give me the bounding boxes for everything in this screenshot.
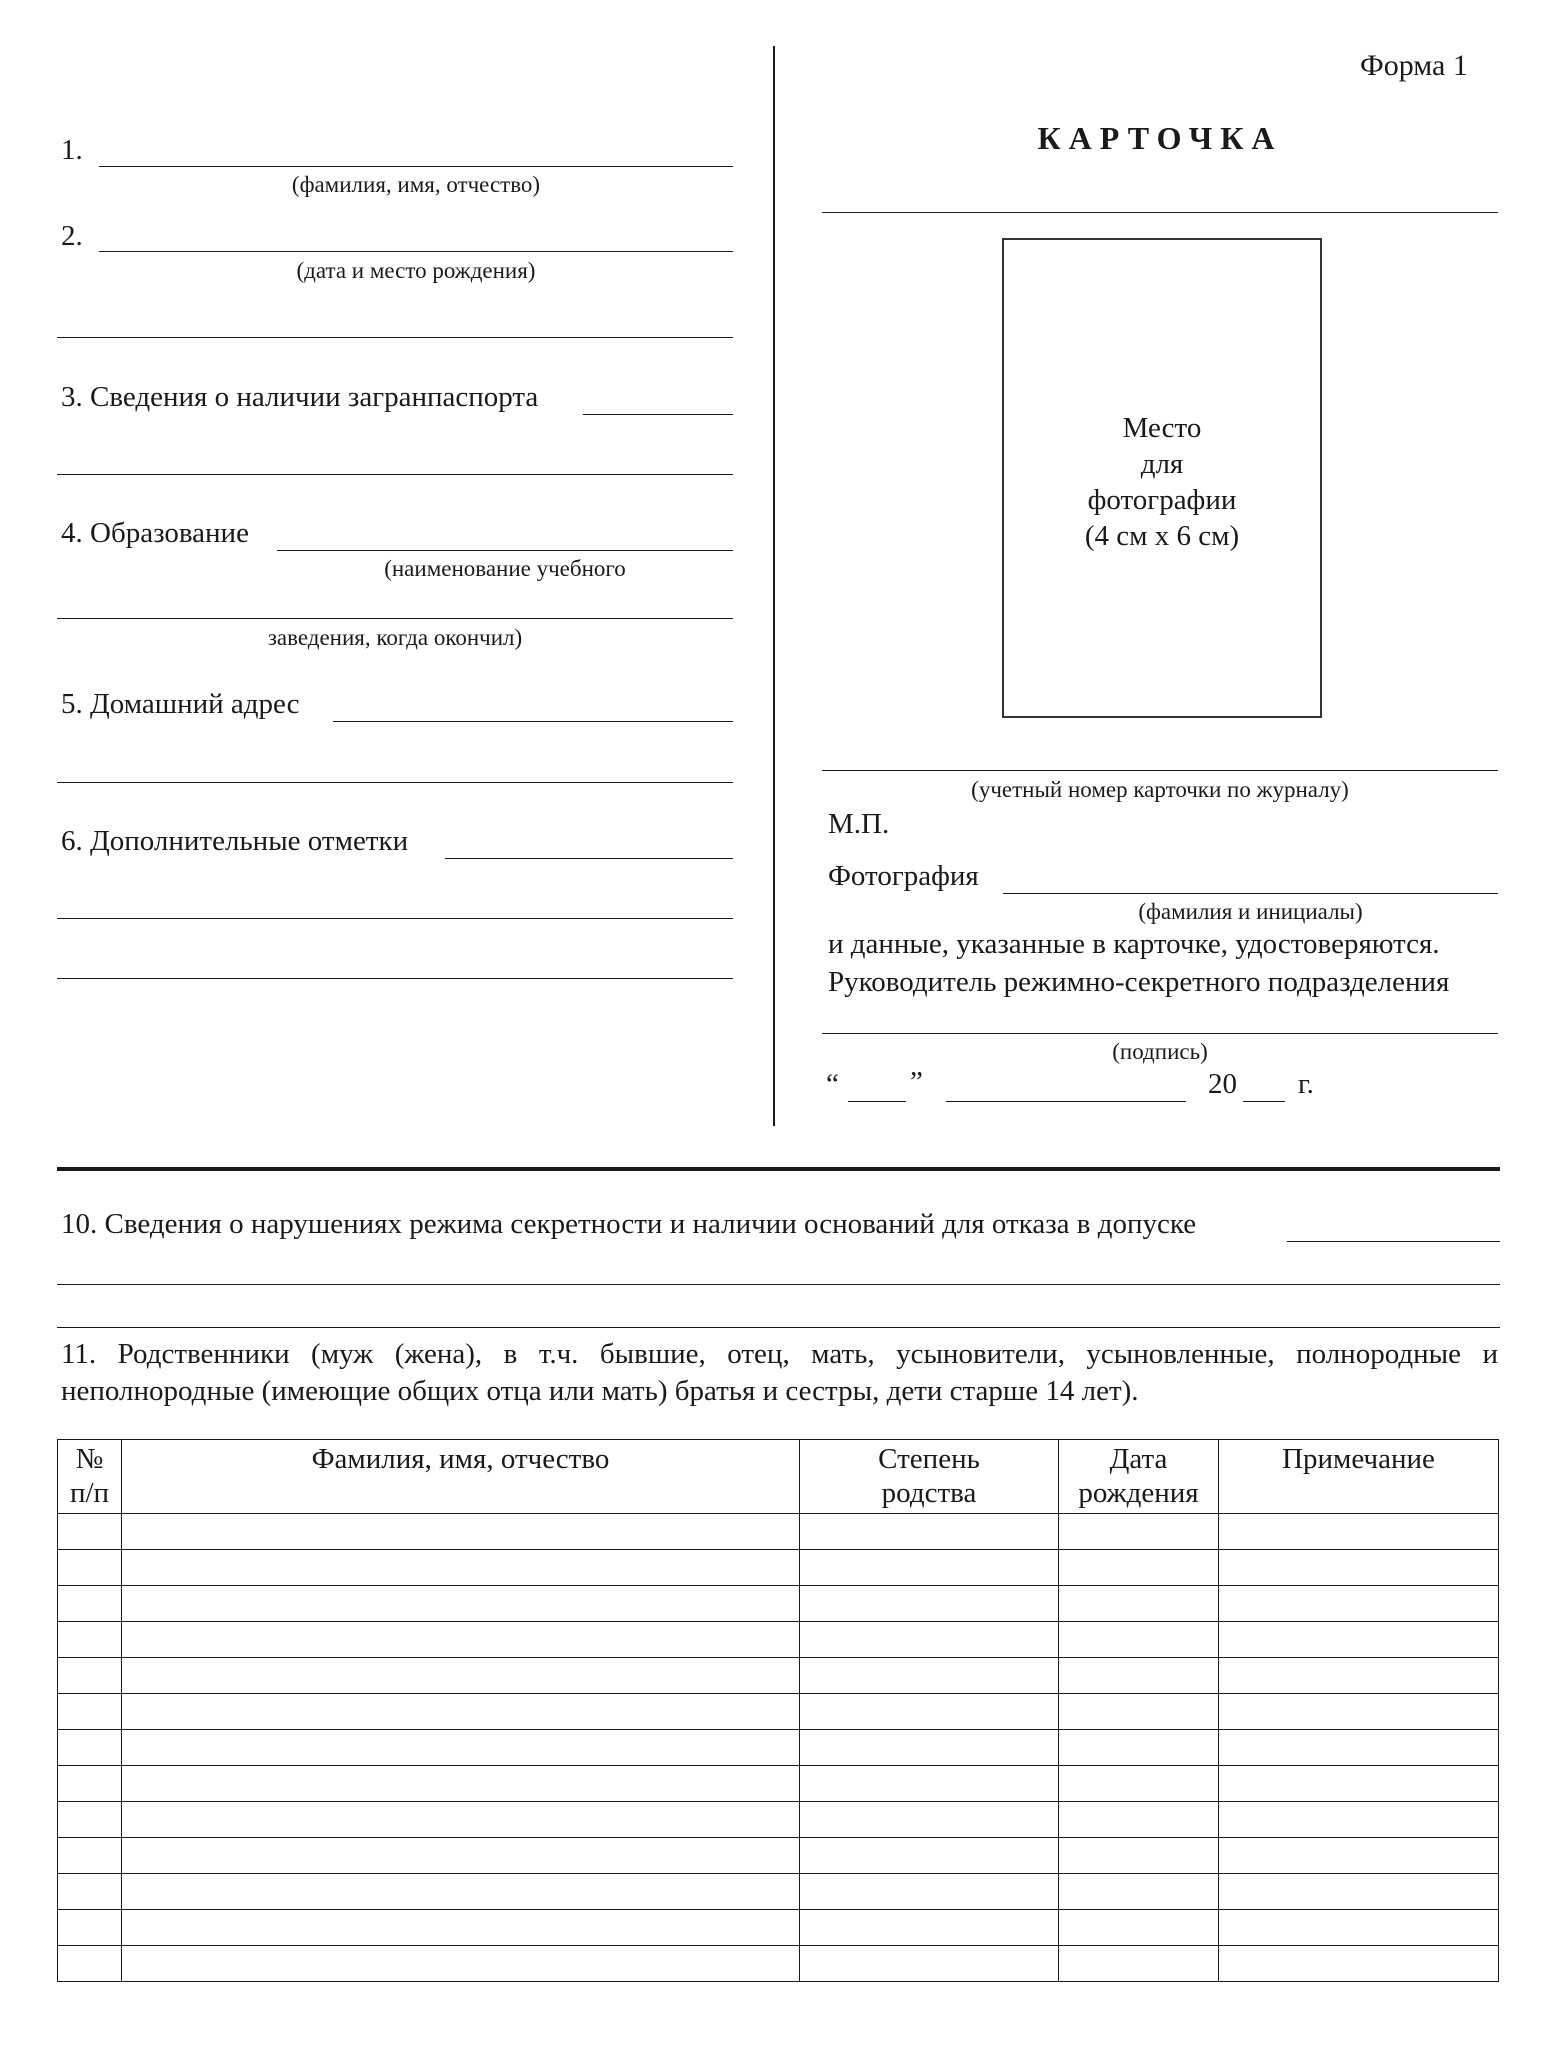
date-year-prefix: 20 — [1208, 1068, 1237, 1100]
cell-full-name[interactable] — [122, 1910, 800, 1946]
cell-full-name[interactable] — [122, 1946, 800, 1982]
cell-note[interactable] — [1219, 1802, 1499, 1838]
head-text: Руководитель режимно-секретного подразделения — [828, 966, 1450, 998]
cell-note[interactable] — [1219, 1514, 1499, 1550]
signature-caption: (подпись) — [1112, 1039, 1208, 1064]
card-number-line[interactable] — [822, 770, 1498, 771]
cell-number[interactable] — [58, 1622, 122, 1658]
table-row — [58, 1514, 1499, 1550]
table-row — [58, 1586, 1499, 1622]
cell-number[interactable] — [58, 1550, 122, 1586]
cell-relationship[interactable] — [800, 1658, 1059, 1694]
field6-label: 6. Дополнительные отметки — [61, 825, 409, 857]
section11-text-1: 11. Родственники (муж (жена), в т.ч. бывшие, отец, мать, усыновители, усыновленные, полнородные и — [61, 1338, 1498, 1370]
cell-number[interactable] — [58, 1910, 122, 1946]
form-label: Форма 1 — [1360, 49, 1468, 82]
cell-birth-date[interactable] — [1059, 1910, 1219, 1946]
field2-extra-line[interactable] — [57, 337, 733, 338]
cell-full-name[interactable] — [122, 1730, 800, 1766]
header-relationship — [800, 1440, 1059, 1514]
cell-note[interactable] — [1219, 1694, 1499, 1730]
cell-full-name[interactable] — [122, 1838, 800, 1874]
table-row — [58, 1802, 1499, 1838]
table-row — [58, 1838, 1499, 1874]
cell-relationship[interactable] — [800, 1874, 1059, 1910]
field5-label: 5. Домашний адрес — [61, 688, 300, 720]
cell-note[interactable] — [1219, 1622, 1499, 1658]
header-note — [1219, 1440, 1499, 1514]
cell-birth-date[interactable] — [1059, 1622, 1219, 1658]
card-title: КАРТОЧКА — [1037, 120, 1283, 156]
cell-full-name[interactable] — [122, 1766, 800, 1802]
section10-inline-line[interactable] — [1287, 1241, 1500, 1242]
date-close-quote: ” — [910, 1066, 923, 1098]
cell-full-name[interactable] — [122, 1694, 800, 1730]
field5-extra-line[interactable] — [57, 782, 733, 783]
cell-note[interactable] — [1219, 1658, 1499, 1694]
field3-extra-line[interactable] — [57, 474, 733, 475]
cell-note[interactable] — [1219, 1586, 1499, 1622]
section10-line-2[interactable] — [57, 1327, 1500, 1328]
date-year-line[interactable] — [1243, 1101, 1285, 1102]
photo-text-1: Место — [1122, 412, 1202, 444]
header-number-line1: № — [75, 1443, 104, 1475]
cell-note[interactable] — [1219, 1946, 1499, 1982]
field6-notes-line[interactable] — [445, 858, 733, 859]
table-row — [58, 1766, 1499, 1802]
table-row — [58, 1946, 1499, 1982]
name-initials-caption: (фамилия и инициалы) — [1138, 899, 1363, 924]
cell-number[interactable] — [58, 1838, 122, 1874]
field6-extra-line-2[interactable] — [57, 978, 733, 979]
cell-relationship[interactable] — [800, 1766, 1059, 1802]
photo-placeholder[interactable] — [1002, 238, 1322, 718]
cell-relationship[interactable] — [800, 1622, 1059, 1658]
cell-note[interactable] — [1219, 1766, 1499, 1802]
field4-education-line[interactable] — [277, 550, 733, 551]
cell-birth-date[interactable] — [1059, 1838, 1219, 1874]
cell-full-name[interactable] — [122, 1658, 800, 1694]
cell-birth-date[interactable] — [1059, 1946, 1219, 1982]
cell-birth-date[interactable] — [1059, 1802, 1219, 1838]
cell-note[interactable] — [1219, 1874, 1499, 1910]
cell-relationship[interactable] — [800, 1802, 1059, 1838]
cell-note[interactable] — [1219, 1550, 1499, 1586]
section10-line-1[interactable] — [57, 1284, 1500, 1285]
table-row — [58, 1622, 1499, 1658]
table-row — [58, 1910, 1499, 1946]
field6-extra-line-1[interactable] — [57, 918, 733, 919]
title-underline — [822, 212, 1498, 213]
cell-number[interactable] — [58, 1802, 122, 1838]
cell-relationship[interactable] — [800, 1586, 1059, 1622]
field4-caption-2: заведения, когда окончил) — [267, 625, 523, 650]
header-full-name-line1: Фамилия, имя, отчество — [311, 1443, 610, 1475]
cell-full-name[interactable] — [122, 1874, 800, 1910]
cell-full-name[interactable] — [122, 1586, 800, 1622]
stamp-label: М.П. — [828, 808, 890, 840]
cell-number[interactable] — [58, 1658, 122, 1694]
table-row — [58, 1874, 1499, 1910]
cell-full-name[interactable] — [122, 1802, 800, 1838]
field2-number: 2. — [61, 220, 83, 252]
cell-birth-date[interactable] — [1059, 1730, 1219, 1766]
cell-relationship[interactable] — [800, 1910, 1059, 1946]
header-note-line1: Примечание — [1282, 1443, 1435, 1475]
section10-label: 10. Сведения о нарушениях режима секретности и наличии оснований для отказа в допуске — [61, 1208, 1197, 1240]
field3-label: 3. Сведения о наличии загранпаспорта — [61, 381, 539, 413]
table-row — [58, 1550, 1499, 1586]
table-body — [58, 1514, 1499, 1982]
name-initials-line[interactable] — [1003, 893, 1498, 894]
cell-birth-date[interactable] — [1059, 1694, 1219, 1730]
cell-relationship[interactable] — [800, 1838, 1059, 1874]
table-header-row — [58, 1440, 1499, 1514]
cell-note[interactable] — [1219, 1730, 1499, 1766]
cell-number[interactable] — [58, 1874, 122, 1910]
field3-passport-line[interactable] — [583, 414, 733, 415]
cell-full-name[interactable] — [122, 1514, 800, 1550]
field2-birth-line[interactable] — [99, 251, 733, 252]
table-row — [58, 1658, 1499, 1694]
cell-birth-date[interactable] — [1059, 1514, 1219, 1550]
header-relationship-line2: родства — [881, 1477, 977, 1509]
cell-note[interactable] — [1219, 1838, 1499, 1874]
photo-label: Фотография — [828, 860, 979, 892]
field4-label: 4. Образование — [61, 517, 249, 549]
date-year-suffix: г. — [1298, 1068, 1314, 1100]
field1-caption: (фамилия, имя, отчество) — [291, 172, 541, 197]
header-number-line2: п/п — [69, 1477, 110, 1509]
cell-birth-date[interactable] — [1059, 1874, 1219, 1910]
header-birth-date-line1: Дата — [1109, 1443, 1168, 1475]
cell-full-name[interactable] — [122, 1622, 800, 1658]
certify-text: и данные, указанные в карточке, удостоверяются. — [828, 928, 1440, 960]
cell-full-name[interactable] — [122, 1550, 800, 1586]
cell-birth-date[interactable] — [1059, 1550, 1219, 1586]
cell-number[interactable] — [58, 1766, 122, 1802]
header-number — [58, 1440, 122, 1514]
table-row — [58, 1730, 1499, 1766]
header-birth-date — [1059, 1440, 1219, 1514]
field2-caption: (дата и место рождения) — [296, 258, 536, 283]
cell-relationship[interactable] — [800, 1514, 1059, 1550]
cell-birth-date[interactable] — [1059, 1658, 1219, 1694]
field4-caption-1: (наименование учебного — [384, 556, 626, 581]
photo-text-3: фотографии — [1087, 484, 1237, 516]
cell-relationship[interactable] — [800, 1550, 1059, 1586]
cell-number[interactable] — [58, 1514, 122, 1550]
cell-relationship[interactable] — [800, 1694, 1059, 1730]
cell-number[interactable] — [58, 1730, 122, 1766]
photo-text-2: для — [1140, 448, 1184, 480]
column-divider — [773, 46, 775, 1126]
section11-text-2: неполнородные (имеющие общих отца или мать) братья и сестры, дети старше 14 лет). — [61, 1375, 1139, 1407]
field1-number: 1. — [61, 134, 83, 166]
relatives-table — [57, 1439, 1499, 1982]
field5-address-line[interactable] — [333, 721, 733, 722]
date-day-line[interactable] — [848, 1101, 906, 1102]
header-relationship-line1: Степень — [878, 1443, 980, 1475]
cell-birth-date[interactable] — [1059, 1586, 1219, 1622]
table-row — [58, 1694, 1499, 1730]
header-birth-date-line2: рождения — [1078, 1477, 1199, 1509]
card-number-caption: (учетный номер карточки по журналу) — [971, 777, 1349, 802]
signature-line[interactable] — [822, 1033, 1498, 1034]
date-open-quote: “ — [826, 1068, 839, 1100]
date-month-line[interactable] — [946, 1101, 1186, 1102]
cell-relationship[interactable] — [800, 1730, 1059, 1766]
header-full-name — [122, 1440, 800, 1514]
cell-relationship[interactable] — [800, 1946, 1059, 1982]
field1-name-line[interactable] — [99, 166, 733, 167]
cell-number[interactable] — [58, 1586, 122, 1622]
field4-extra-line[interactable] — [57, 618, 733, 619]
cell-birth-date[interactable] — [1059, 1766, 1219, 1802]
section-separator — [57, 1167, 1500, 1171]
cell-note[interactable] — [1219, 1910, 1499, 1946]
cell-number[interactable] — [58, 1694, 122, 1730]
cell-number[interactable] — [58, 1946, 122, 1982]
photo-text-4: (4 см х 6 см) — [1084, 520, 1240, 552]
